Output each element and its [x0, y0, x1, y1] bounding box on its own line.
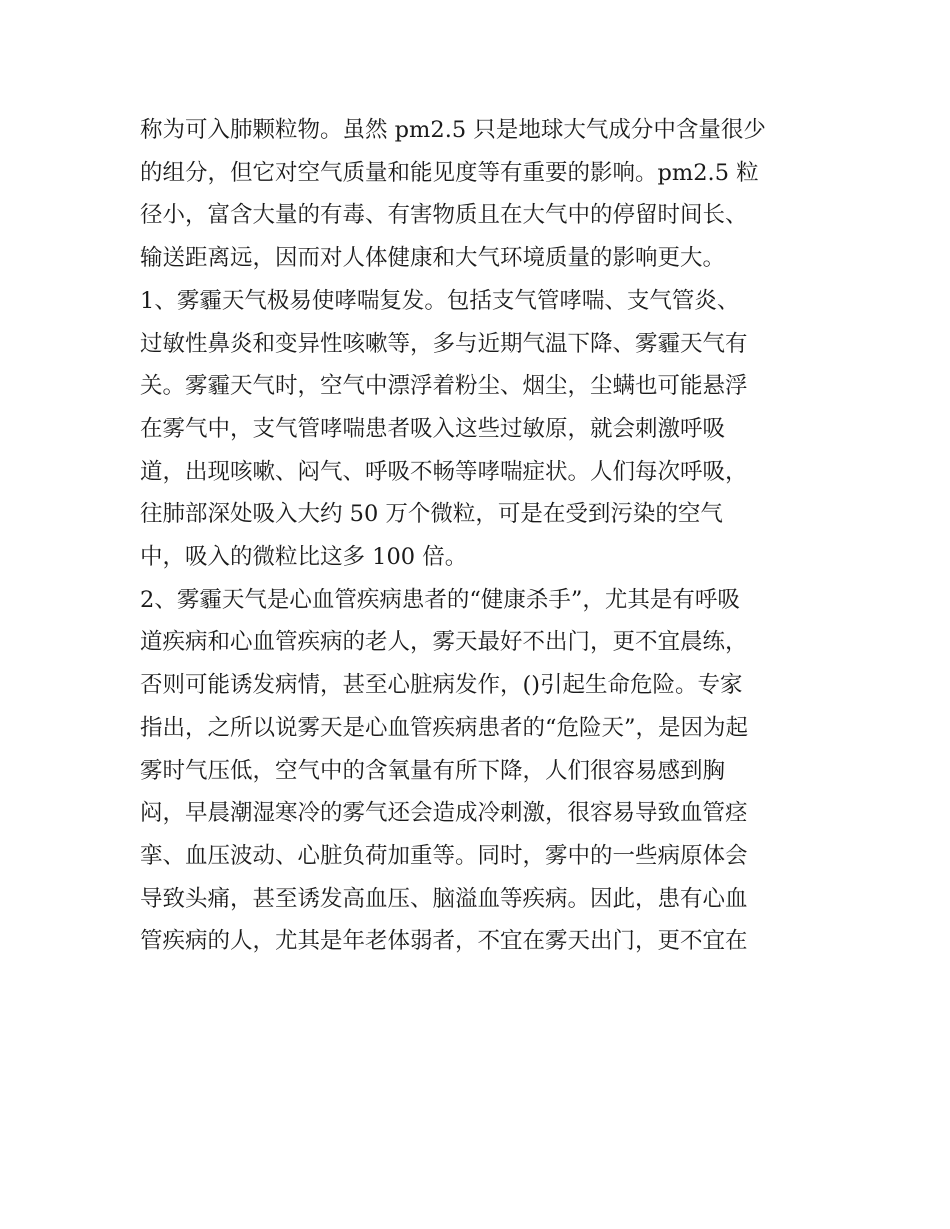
text-line: 在雾气中，支气管哮喘患者吸入这些过敏原，就会刺激呼吸 — [140, 415, 726, 442]
text-line: 中，吸入的微粒比这多 100 倍。 — [140, 544, 468, 571]
body-text — [140, 109, 830, 963]
text-line: 道，出现咳嗽、闷气、呼吸不畅等哮喘症状。人们每次呼吸， — [140, 458, 748, 485]
text-line: 闷，早晨潮湿寒冷的雾气还会造成冷刺激，很容易导致血管痉 — [140, 800, 748, 827]
text-line: 挛、血压波动、心脏负荷加重等。同时，雾中的一些病原体会 — [140, 842, 748, 869]
text-line: 过敏性鼻炎和变异性咳嗽等，多与近期气温下降、雾霾天气有 — [140, 330, 748, 357]
text-line: 导致头痛，甚至诱发高血压、脑溢血等疾病。因此，患有心血 — [140, 885, 748, 912]
text-line: 管疾病的人，尤其是年老体弱者，不宜在雾天出门，更不宜在 — [140, 928, 748, 955]
text-line: 1、雾霾天气极易使哮喘复发。包括支气管哮喘、支气管炎、 — [140, 287, 740, 314]
text-line: 指出，之所以说雾天是心血管疾病患者的“危险天”，是因为起 — [140, 714, 749, 741]
text-line: 的组分，但它对空气质量和能见度等有重要的影响。pm2.5 粒 — [140, 159, 759, 186]
text-line: 雾时气压低，空气中的含氧量有所下降，人们很容易感到胸 — [140, 757, 726, 784]
text-line: 道疾病和心血管疾病的老人，雾天最好不出门，更不宜晨练， — [140, 629, 748, 656]
text-line: 往肺部深处吸入大约 50 万个微粒，可是在受到污染的空气 — [140, 501, 723, 528]
text-line: 关。雾霾天气时，空气中漂浮着粉尘、烟尘，尘螨也可能悬浮 — [140, 373, 748, 400]
text-line: 径小，富含大量的有毒、有害物质且在大气中的停留时间长、 — [140, 202, 748, 229]
text-line: 称为可入肺颗粒物。虽然 pm2.5 只是地球大气成分中含量很少 — [140, 117, 766, 143]
text-line: 否则可能诱发病情，甚至心脏病发作，()引起生命危险。专家 — [140, 672, 743, 699]
text-line: 2、雾霾天气是心血管疾病患者的“健康杀手”，尤其是有呼吸 — [140, 586, 740, 613]
text-line: 输送距离远，因而对人体健康和大气环境质量的影响更大。 — [140, 245, 726, 272]
